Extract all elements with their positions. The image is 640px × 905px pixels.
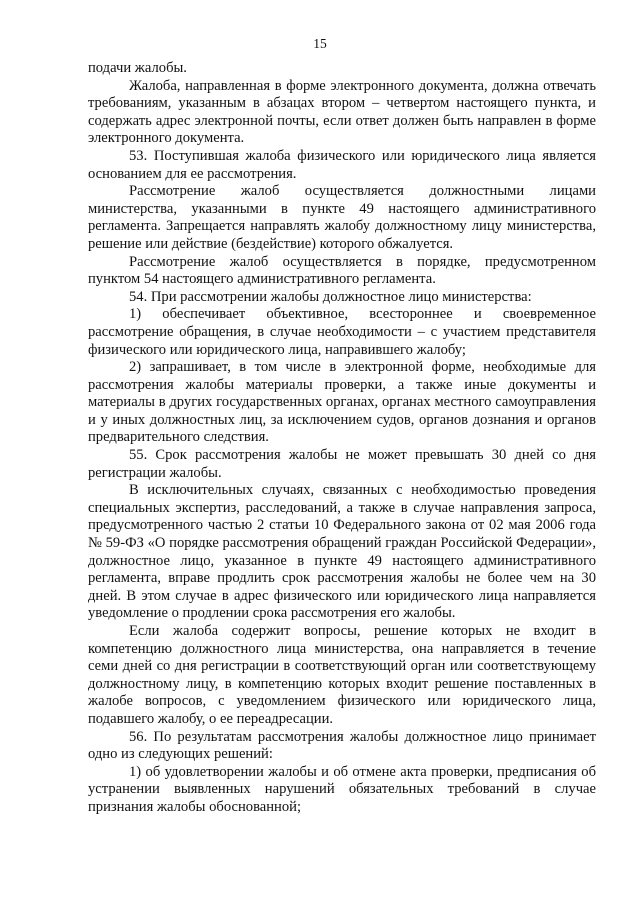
page-number: 15 <box>313 36 327 51</box>
paragraph-item-53: 53. Поступившая жалоба физического или юридического лица является основанием для ее рассмотрения. <box>88 147 596 182</box>
paragraph-item-54-2: 2) запрашивает, в том числе в электронной форме, необходимые для рассмотрения жалобы материалы проверки, а также иные документы и материалы в других государственных органах, органах местного самоуправления и у иных должностных лиц, за исключением судов, органов дознания и органов предварительного следствия. <box>88 359 596 446</box>
paragraph-item-54: 54. При рассмотрении жалобы должностное лицо министерства: <box>129 288 532 305</box>
paragraph-electronic-complaint: Жалоба, направленная в форме электронного документа, должна отвечать требованиям, указанным в абзацах втором – четвертом настоящего пункта, и содержать адрес электронной почты, если ответ должен быть направлен в форме электронного документа. <box>88 77 596 147</box>
paragraph-continuation: подачи жалобы. <box>88 60 187 76</box>
paragraph-item-54-1: 1) обеспечивает объективное, всестороннее и своевременное рассмотрение обращения, в случае необходимости – с участием представителя физического или юридического лица, направившего жалобу; <box>88 306 596 358</box>
paragraph-item-56: 56. По результатам рассмотрения жалобы должностное лицо принимает одно из следующих решений: <box>88 728 596 763</box>
paragraph-item-55: 55. Срок рассмотрения жалобы не может превышать 30 дней со дня регистрации жалобы. <box>88 447 596 481</box>
paragraph-item-56-1: 1) об удовлетворении жалобы и об отмене акта проверки, предписания об устранении выявленных нарушений обязательных требований в случае признания жалобы обоснованной; <box>88 763 596 815</box>
paragraph-review-procedure: Рассмотрение жалоб осуществляется в порядке, предусмотренном пунктом 54 настоящего административного регламента. <box>88 253 596 288</box>
paragraph-redirection: Если жалоба содержит вопросы, решение которых не входит в компетенцию должностного лица министерства, она направляется в течение семи дней со дня регистрации в соответствующий орган или соответствующему должностному лицу, в компетенцию которых входит решение поставленных в жалобе вопросов, с уведомлением физического или юридического лица, подавшего жалобу, о ее переадресации. <box>88 623 596 727</box>
paragraph-extension: В исключительных случаях, связанных с необходимостью проведения специальных экспертиз, расследований, а также в случае направления запроса, предусмотренного частью 2 статьи 10 Федерального закона от 02 мая 2006 года № 59-ФЗ «О порядке рассмотрения обращений граждан Российской Федерации», должностное лицо, указанное в пункте 49 настоящего административного регламента, вправе продлить срок рассмотрения жалобы не более чем на 30 дней. В этом случае в адрес физического или юридического лица направляется уведомление о продлении срока рассмотрения его жалобы. <box>88 482 596 622</box>
paragraph-review-officials: Рассмотрение жалоб осуществляется должностными лицами министерства, указанными в пункте 49 настоящего административного регламента. Запрещается направлять жалобу должностному лицу министерства, решение или действие (бездействие) которого обжалуется. <box>88 183 596 252</box>
document-body <box>88 60 596 817</box>
